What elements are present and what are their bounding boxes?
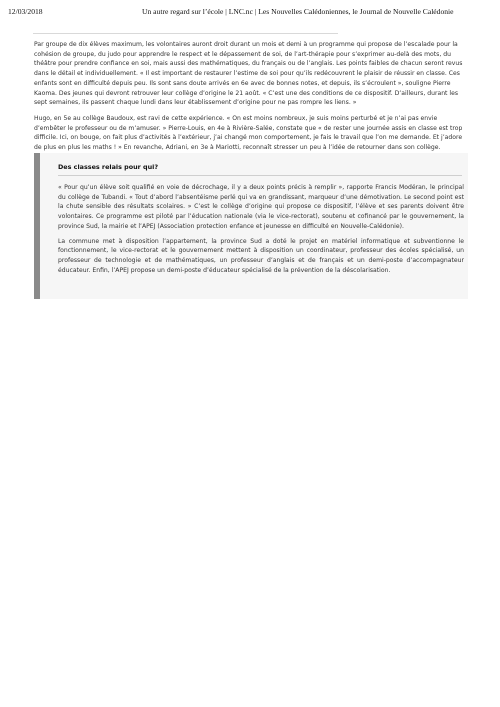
sidebar-paragraph: La commune met à disposition l’appartement, la province Sud a doté le projet en matériel informatique et subventionne le fonctionnement, le vice-rectorat et le gouvernement mettent à disposition un coordinateur, professeur des écoles spécialisé, un professeur de technologie et de mathématiques, un professeur d’anglais et de français et un demi-poste d’accompagnateur éducateur. Enfin, l’APEJ propose un demi-poste d’éducateur spécialisé de la prévention de la déscolarisation. (58, 237, 464, 274)
sidebar-box-divider (58, 175, 462, 176)
page-title: Un autre regard sur l’école | LNC.nc | Les Nouvelles Calédoniennes, le Journal de Nouvelle Calédonie (142, 7, 454, 16)
sidebar-box (34, 153, 468, 299)
sidebar-box-content (58, 163, 464, 275)
divider (33, 33, 338, 34)
article-body (34, 40, 466, 153)
print-date: 12/03/2018 (8, 7, 43, 16)
print-header (0, 0, 500, 20)
sidebar-paragraph: « Pour qu’un élève soit qualifié en voie de décrochage, il y a deux points précis à remplir », rapporte Francis Modéran, le principal du collège de Tubandi. « Tout d’abord l’absentéisme perlé qui va en grandissant, marqueur d’une démotivation. Le second point est la chute sensible des résultats scolaires. » C’est le collège d’origine qui propose ce dispositif, l’élève et ses parents doivent être volontaires. Ce programme est piloté par l’éducation nationale (via le vice-rectorat), soutenu et cofinancé par le gouvernement, la province Sud, la mairie et l’APEJ (Association protection enfance et jeunesse en difficulté en Nouvelle-Calédonie). (58, 184, 464, 230)
article-paragraph: Par groupe de dix élèves maximum, les volontaires auront droit durant un mois et demi à un programme qui propose de l’escalade pour la cohésion de groupe, du judo pour apprendre le respect et le dépassement de soi, de l’art-thérapie pour s’exprimer au-delà des mots, du théâtre pour prendre confiance en soi, mais aussi des mathématiques, du français ou de l’anglais. Les points faibles de chacun seront revus dans le détail et individuellement. « Il est important de restaurer l’estime de soi pour qu’ils redécouvrent le plaisir de réussir en classe. Ces enfants sont en difficulté depuis peu. Ils sont sans doute arrivés en 6e avec de bonnes notes, et depuis, ils s’écroulent », souligne Pierre Kaoma. Des jeunes qui devront retrouver leur collège d’origine le 21 août. « C’est une des conditions de ce dispositif. D’ailleurs, durant les sept semaines, ils passent chaque lundi dans leur établissement d’origine pour ne pas rompre les liens. » (34, 41, 463, 107)
article-paragraph: Hugo, en 5e au collège Baudoux, est ravi de cette expérience. « On est moins nombreux, je suis moins perturbé et je n’ai pas envie d’embêter le professeur ou de m’amuser. » Pierre-Louis, en 4e à Rivière-Salée, constate que « de rester une journée assis en classe est trop difficile. Ici, on bouge, on fait plus d’activités à l’extérieur, j’ai changé mon comportement, je fais le travail que l’on me demande. Et j’adore de plus en plus les maths ! » En revanche, Adriani, en 3e à Mariotti, reconnaît stresser un peu à l’idée de retourner dans son collège. (34, 114, 463, 152)
sidebar-box-title: Des classes relais pour qui? (58, 163, 159, 171)
